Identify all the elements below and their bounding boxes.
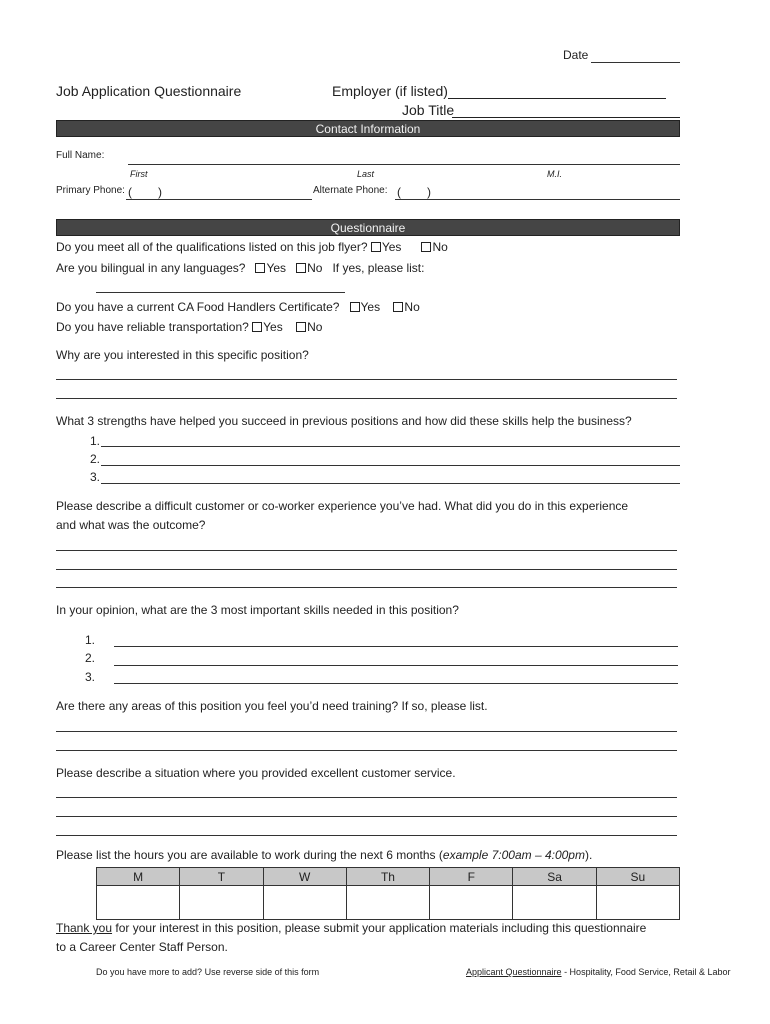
hours-cell-wednesday[interactable]	[263, 886, 346, 920]
important-skills-question: In your opinion, what are the 3 most important skills needed in this position?	[56, 603, 459, 617]
schedule-day-wednesday: W	[263, 868, 346, 886]
closing-paragraph-line-2: to a Career Center Staff Person.	[56, 940, 228, 954]
food-handlers-question-text: Do you have a current CA Food Handlers Certificate?	[56, 300, 340, 314]
customer-service-answer-3[interactable]	[56, 835, 677, 836]
hours-cell-saturday[interactable]	[513, 886, 596, 920]
form-title: Job Application Questionnaire	[56, 83, 242, 99]
alternate-phone-paren-close: )	[427, 185, 431, 199]
availability-example: example 7:00am – 4:00pm	[442, 848, 585, 862]
transportation-yes-checkbox[interactable]	[252, 322, 262, 332]
schedule-day-monday: M	[97, 868, 180, 886]
skill-answer-1[interactable]	[114, 646, 678, 647]
bilingual-question-text: Are you bilingual in any languages?	[56, 261, 246, 275]
hours-cell-tuesday[interactable]	[180, 886, 263, 920]
food-handlers-yes-checkbox[interactable]	[350, 302, 360, 312]
training-answer-1[interactable]	[56, 731, 677, 732]
qualifications-no-label: No	[432, 240, 448, 254]
schedule-day-tuesday: T	[180, 868, 263, 886]
hours-cell-thursday[interactable]	[346, 886, 429, 920]
difficult-experience-question-line-2: and what was the outcome?	[56, 518, 206, 532]
skill-number-1: 1.	[85, 633, 96, 647]
document-name: Applicant Questionnaire	[466, 967, 562, 977]
primary-phone-paren-open: (	[128, 185, 132, 199]
first-name-caption: First	[130, 169, 148, 179]
alternate-phone-paren-open: (	[397, 185, 401, 199]
interest-answer-line-2[interactable]	[56, 398, 677, 399]
interest-answer-line-1[interactable]	[56, 379, 677, 380]
document-footer-title	[466, 967, 730, 977]
job-title-field[interactable]	[452, 117, 680, 118]
transportation-no-checkbox[interactable]	[296, 322, 306, 332]
difficult-experience-answer-3[interactable]	[56, 587, 677, 588]
availability-question-end: ).	[584, 848, 593, 862]
primary-phone-paren-close: )	[158, 185, 162, 199]
qualifications-question	[56, 240, 448, 254]
bilingual-no-label: No	[307, 261, 323, 275]
date-field[interactable]	[591, 62, 680, 63]
primary-phone-field[interactable]	[126, 199, 312, 200]
skill-number-2: 2.	[85, 651, 96, 665]
qualifications-yes-checkbox[interactable]	[371, 242, 381, 252]
strength-answer-1[interactable]	[101, 446, 680, 447]
strength-number-3: 3.	[90, 470, 101, 484]
availability-schedule-table	[96, 867, 680, 920]
schedule-hours-row	[97, 886, 680, 920]
thank-you-text: Thank you	[56, 921, 113, 935]
employer-field[interactable]	[448, 98, 666, 99]
transportation-yes-label: Yes	[263, 320, 283, 334]
document-category: - Hospitality, Food Service, Retail & Labor	[561, 967, 731, 977]
reverse-side-note: Do you have more to add? Use reverse side of this form	[96, 967, 320, 977]
schedule-day-friday: F	[430, 868, 513, 886]
strength-number-2: 2.	[90, 452, 101, 466]
strengths-question: What 3 strengths have helped you succeed in previous positions and how did these skills help the business?	[56, 414, 632, 428]
strength-number-1: 1.	[90, 434, 101, 448]
skill-number-3: 3.	[85, 670, 96, 684]
alternate-phone-label: Alternate Phone:	[313, 185, 388, 196]
schedule-day-sunday: Su	[596, 868, 679, 886]
food-handlers-no-checkbox[interactable]	[393, 302, 403, 312]
job-title-label: Job Title	[402, 102, 455, 118]
hours-cell-friday[interactable]	[430, 886, 513, 920]
difficult-experience-answer-1[interactable]	[56, 550, 677, 551]
closing-paragraph-line-1	[56, 921, 646, 935]
bilingual-no-checkbox[interactable]	[296, 263, 306, 273]
date-label: Date	[563, 48, 589, 62]
alternate-phone-field[interactable]	[395, 199, 680, 200]
closing-text: for your interest in this position, please submit your application materials including this questionnaire	[112, 921, 647, 935]
food-handlers-question	[56, 300, 420, 314]
employer-label: Employer (if listed)	[332, 83, 448, 99]
difficult-experience-question-line-1: Please describe a difficult customer or co-worker experience you’ve had. What did you do in this experience	[56, 499, 629, 513]
customer-service-answer-2[interactable]	[56, 816, 677, 817]
customer-service-question: Please describe a situation where you provided excellent customer service.	[56, 766, 456, 780]
difficult-experience-answer-2[interactable]	[56, 569, 677, 570]
food-handlers-yes-label: Yes	[360, 300, 381, 314]
skill-answer-2[interactable]	[114, 665, 678, 666]
food-handlers-no-label: No	[404, 300, 420, 314]
hours-cell-monday[interactable]	[97, 886, 180, 920]
schedule-header-row	[97, 868, 680, 886]
full-name-label: Full Name:	[56, 150, 105, 161]
qualifications-question-text: Do you meet all of the qualifications listed on this job flyer?	[56, 240, 368, 254]
questionnaire-section-header: Questionnaire	[56, 219, 680, 236]
transportation-question	[56, 320, 322, 334]
full-name-field[interactable]	[128, 164, 680, 165]
training-question: Are there any areas of this position you feel you’d need training? If so, please list.	[56, 699, 488, 713]
contact-section-header: Contact Information	[56, 120, 680, 137]
bilingual-yes-label: Yes	[266, 261, 287, 275]
languages-field[interactable]	[96, 292, 345, 293]
bilingual-followup-text: If yes, please list:	[332, 261, 425, 275]
availability-question-text: Please list the hours you are available to work during the next 6 months (	[56, 848, 443, 862]
schedule-day-saturday: Sa	[513, 868, 596, 886]
training-answer-2[interactable]	[56, 750, 677, 751]
last-name-caption: Last	[357, 169, 375, 179]
bilingual-yes-checkbox[interactable]	[255, 263, 265, 273]
primary-phone-label: Primary Phone:	[56, 185, 125, 196]
customer-service-answer-1[interactable]	[56, 797, 677, 798]
qualifications-yes-label: Yes	[381, 240, 402, 254]
qualifications-no-checkbox[interactable]	[421, 242, 431, 252]
transportation-question-text: Do you have reliable transportation?	[56, 320, 249, 334]
schedule-day-thursday: Th	[346, 868, 429, 886]
strength-answer-3[interactable]	[101, 483, 680, 484]
strength-answer-2[interactable]	[101, 465, 680, 466]
interest-question: Why are you interested in this specific position?	[56, 348, 309, 362]
hours-cell-sunday[interactable]	[596, 886, 679, 920]
bilingual-question	[56, 261, 424, 275]
middle-initial-caption: M.I.	[547, 169, 562, 179]
transportation-no-label: No	[307, 320, 323, 334]
skill-answer-3[interactable]	[114, 683, 678, 684]
availability-question	[56, 848, 592, 862]
